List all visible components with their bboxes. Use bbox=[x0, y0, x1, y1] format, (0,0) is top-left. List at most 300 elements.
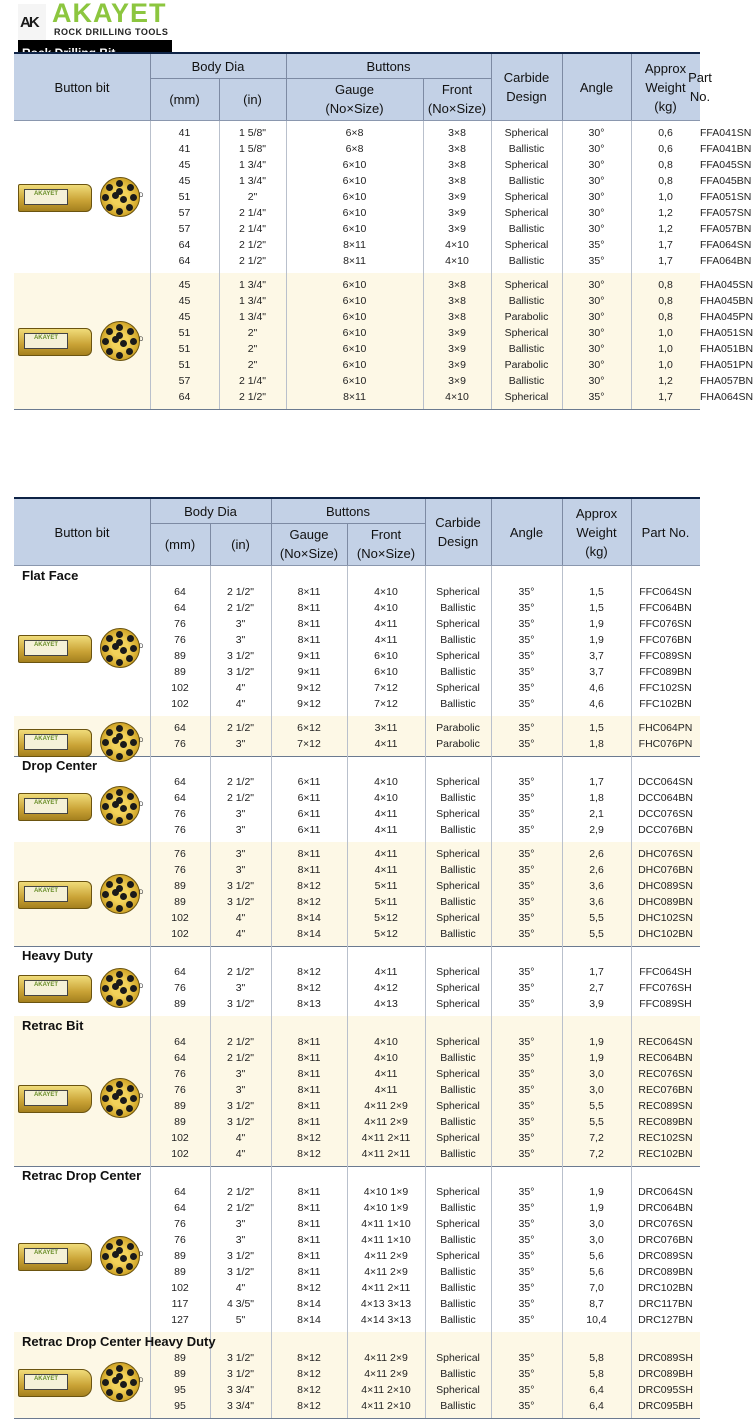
cell-weight: 1,5 bbox=[589, 586, 604, 598]
group-label: Retrac Bit bbox=[22, 1018, 84, 1033]
header-part-no: Part No. bbox=[641, 524, 690, 540]
cell-part-no: DRC076BN bbox=[638, 1234, 693, 1246]
cell-front: 4×11 2×9 bbox=[364, 1266, 408, 1278]
cell-gauge: 8×11 bbox=[343, 255, 366, 267]
cell-angle: 35° bbox=[518, 1282, 535, 1294]
cell-part-no: DRC095BH bbox=[638, 1400, 693, 1412]
cell-dia-mm: 64 bbox=[178, 255, 191, 267]
cell-angle: 35° bbox=[518, 586, 535, 598]
cell-gauge: 8×11 bbox=[297, 602, 321, 614]
cell-dia-mm: 76 bbox=[174, 1068, 186, 1080]
cell-front: 4×10 bbox=[374, 1036, 398, 1048]
cell-carbide-design: Ballistic bbox=[440, 1400, 476, 1412]
cell-front: 4×10 bbox=[374, 1052, 398, 1064]
cell-gauge: 6×10 bbox=[342, 223, 367, 235]
cell-carbide-design: Spherical bbox=[504, 191, 549, 203]
table-row bbox=[14, 926, 700, 942]
cell-dia-in: 2 1/4" bbox=[238, 223, 267, 235]
cell-angle: 35° bbox=[518, 808, 535, 820]
diameter-mark: D bbox=[139, 1094, 144, 1100]
cell-dia-in: 3" bbox=[235, 1084, 246, 1096]
cell-gauge: 6×10 bbox=[342, 359, 367, 371]
cell-dia-in: 3 1/2" bbox=[226, 1368, 255, 1380]
cell-dia-mm: 45 bbox=[178, 279, 191, 291]
cell-weight: 5,5 bbox=[589, 1100, 604, 1112]
cell-dia-in: 2 1/4" bbox=[238, 375, 267, 387]
cell-angle: 35° bbox=[518, 1384, 535, 1396]
cell-gauge: 8×12 bbox=[297, 1384, 321, 1396]
cell-dia-in: 2" bbox=[247, 343, 258, 355]
row-group bbox=[14, 1332, 700, 1419]
table-row bbox=[14, 822, 700, 838]
cell-angle: 35° bbox=[518, 1314, 535, 1326]
cell-angle: 30° bbox=[588, 175, 605, 187]
logo-mark: AK bbox=[18, 4, 46, 40]
cell-part-no: DCC064SN bbox=[638, 776, 693, 788]
bit-label: AKAYET bbox=[24, 640, 68, 656]
cell-carbide-design: Ballistic bbox=[440, 896, 476, 908]
cell-weight: 6,4 bbox=[589, 1384, 604, 1396]
cell-dia-in: 2 1/2" bbox=[226, 586, 255, 598]
cell-angle: 35° bbox=[518, 738, 535, 750]
cell-front: 4×11 bbox=[374, 634, 398, 646]
cell-weight: 1,0 bbox=[658, 343, 673, 355]
cell-dia-mm: 89 bbox=[174, 998, 186, 1010]
diameter-mark: D bbox=[139, 738, 144, 744]
cell-dia-in: 3 1/2" bbox=[226, 998, 255, 1010]
cell-carbide-design: Ballistic bbox=[440, 634, 476, 646]
cell-dia-mm: 41 bbox=[178, 127, 191, 139]
cell-part-no: FFC076SH bbox=[639, 982, 692, 994]
table-row bbox=[14, 1350, 700, 1366]
cell-weight: 1,7 bbox=[658, 255, 673, 267]
cell-gauge: 7×12 bbox=[297, 738, 321, 750]
table-row bbox=[14, 910, 700, 926]
table-row bbox=[14, 980, 700, 996]
diameter-mark: D bbox=[139, 1252, 144, 1258]
cell-dia-mm: 51 bbox=[178, 327, 191, 339]
cell-dia-in: 4" bbox=[235, 912, 246, 924]
cell-angle: 35° bbox=[518, 698, 535, 710]
cell-angle: 35° bbox=[518, 848, 535, 860]
cell-carbide-design: Spherical bbox=[436, 618, 480, 630]
cell-part-no: DRC089SN bbox=[638, 1250, 693, 1262]
brand-subtitle: ROCK DRILLING TOOLS bbox=[54, 27, 169, 37]
cell-part-no: DRC095SH bbox=[638, 1384, 693, 1396]
cell-carbide-design: Spherical bbox=[436, 1036, 480, 1048]
cell-gauge: 8×12 bbox=[297, 1368, 321, 1380]
cell-dia-mm: 102 bbox=[171, 682, 189, 694]
cell-carbide-design: Ballistic bbox=[508, 223, 545, 235]
cell-part-no: DRC102BN bbox=[638, 1282, 693, 1294]
cell-dia-mm: 76 bbox=[174, 848, 186, 860]
table-row bbox=[14, 696, 700, 712]
cell-weight: 0,8 bbox=[658, 175, 673, 187]
cell-front: 4×11 bbox=[374, 966, 398, 978]
header-button-bit: Button bit bbox=[54, 524, 110, 540]
cell-angle: 35° bbox=[518, 1400, 535, 1412]
table-row: 57 2 1/4" 6×10 3×9 Ballistic 30° 1,2 FFA057BN bbox=[14, 221, 700, 237]
table-row bbox=[14, 1382, 700, 1398]
cell-angle: 35° bbox=[518, 1132, 535, 1144]
cell-dia-in: 3 1/2" bbox=[226, 1100, 255, 1112]
cell-angle: 35° bbox=[588, 391, 605, 403]
group-label: Drop Center bbox=[22, 758, 98, 773]
cell-gauge: 6×8 bbox=[345, 143, 364, 155]
group-label: Retrac Drop Center bbox=[22, 1168, 142, 1183]
cell-dia-in: 4" bbox=[235, 1132, 246, 1144]
cell-dia-mm: 64 bbox=[174, 602, 186, 614]
cell-part-no: DHC076BN bbox=[638, 864, 693, 876]
table-row: 41 1 5/8" 6×8 3×8 Spherical 30° 0,6 FFA041SN bbox=[14, 125, 700, 141]
cell-carbide-design: Ballistic bbox=[440, 1368, 476, 1380]
cell-weight: 1,2 bbox=[658, 223, 673, 235]
cell-front: 4×10 1×9 bbox=[363, 1186, 409, 1198]
table-row bbox=[14, 1146, 700, 1162]
cell-carbide-design: Spherical bbox=[504, 207, 549, 219]
cell-carbide-design: Spherical bbox=[504, 127, 549, 139]
cell-gauge: 8×14 bbox=[297, 912, 321, 924]
cell-dia-in: 2" bbox=[247, 359, 258, 371]
cell-carbide-design: Ballistic bbox=[440, 864, 476, 876]
cell-part-no: REC102BN bbox=[638, 1148, 693, 1160]
cell-carbide-design: Parabolic bbox=[504, 359, 549, 371]
cell-gauge: 8×12 bbox=[297, 896, 321, 908]
cell-carbide-design: Ballistic bbox=[440, 824, 476, 836]
header-mm: (mm) bbox=[169, 91, 200, 107]
cell-part-no: FFC064BN bbox=[639, 602, 692, 614]
cell-carbide-design: Spherical bbox=[436, 912, 480, 924]
cell-dia-mm: 102 bbox=[171, 698, 189, 710]
cell-dia-mm: 64 bbox=[174, 792, 186, 804]
cell-gauge: 6×8 bbox=[345, 127, 364, 139]
cell-carbide-design: Spherical bbox=[436, 982, 480, 994]
diameter-mark: D bbox=[139, 1378, 144, 1384]
cell-weight: 0,8 bbox=[658, 311, 673, 323]
cell-dia-mm: 76 bbox=[174, 824, 186, 836]
cell-dia-in: 3 3/4" bbox=[226, 1384, 255, 1396]
cell-carbide-design: Spherical bbox=[436, 880, 480, 892]
table-row: 45 1 3/4" 6×10 3×8 Spherical 30° 0,8 FHA045SN bbox=[14, 277, 700, 293]
cell-gauge: 8×11 bbox=[297, 1116, 321, 1128]
cell-gauge: 8×11 bbox=[343, 391, 366, 403]
cell-part-no: FFC102SN bbox=[639, 682, 692, 694]
cell-dia-in: 2 1/2" bbox=[226, 776, 255, 788]
cell-weight: 0,8 bbox=[658, 159, 673, 171]
cell-gauge: 8×11 bbox=[297, 1186, 321, 1198]
cell-dia-mm: 89 bbox=[174, 896, 186, 908]
cell-front: 4×12 bbox=[374, 982, 398, 994]
cell-gauge: 9×11 bbox=[297, 666, 321, 678]
bit-label: AKAYET bbox=[24, 980, 68, 996]
cell-carbide-design: Ballistic bbox=[508, 375, 545, 387]
cell-weight: 1,0 bbox=[658, 191, 673, 203]
cell-dia-in: 3 1/2" bbox=[226, 880, 255, 892]
cell-weight: 3,7 bbox=[589, 650, 604, 662]
cell-dia-in: 2 1/2" bbox=[226, 792, 255, 804]
cell-weight: 2,7 bbox=[589, 982, 604, 994]
cell-angle: 35° bbox=[518, 912, 535, 924]
cell-dia-mm: 89 bbox=[174, 1250, 186, 1262]
cell-weight: 1,2 bbox=[658, 207, 673, 219]
cell-dia-mm: 51 bbox=[178, 343, 191, 355]
cell-dia-in: 4" bbox=[235, 698, 246, 710]
cell-angle: 35° bbox=[518, 1250, 535, 1262]
table-row bbox=[14, 648, 700, 664]
cell-gauge: 8×12 bbox=[297, 1148, 321, 1160]
cell-angle: 30° bbox=[588, 311, 605, 323]
table-row bbox=[14, 862, 700, 878]
cell-gauge: 6×11 bbox=[297, 808, 321, 820]
cell-front: 4×10 1×9 bbox=[363, 1202, 409, 1214]
table-row: 51 2" 6×10 3×9 Parabolic 30° 1,0 FHA051PN bbox=[14, 357, 700, 373]
cell-carbide-design: Ballistic bbox=[440, 1148, 476, 1160]
cell-gauge: 6×10 bbox=[342, 207, 367, 219]
cell-part-no: DHC102BN bbox=[638, 928, 693, 940]
cell-carbide-design: Ballistic bbox=[440, 792, 476, 804]
cell-carbide-design: Ballistic bbox=[440, 1314, 476, 1326]
row-group bbox=[14, 842, 700, 947]
cell-weight: 5,6 bbox=[589, 1250, 604, 1262]
table-row bbox=[14, 616, 700, 632]
cell-angle: 35° bbox=[518, 864, 535, 876]
cell-gauge: 8×11 bbox=[297, 1202, 321, 1214]
cell-carbide-design: Ballistic bbox=[508, 175, 545, 187]
cell-front: 4×10 bbox=[374, 602, 398, 614]
cell-front: 5×11 bbox=[374, 880, 398, 892]
cell-gauge: 8×11 bbox=[297, 1036, 321, 1048]
table-row bbox=[14, 1200, 700, 1216]
cell-dia-mm: 102 bbox=[171, 912, 189, 924]
cell-dia-mm: 64 bbox=[178, 391, 191, 403]
cell-part-no: DHC089BN bbox=[638, 896, 693, 908]
cell-angle: 35° bbox=[518, 1298, 535, 1310]
table-row bbox=[14, 964, 700, 980]
cell-carbide-design: Ballistic bbox=[508, 255, 545, 267]
cell-gauge: 6×10 bbox=[342, 279, 367, 291]
cell-dia-in: 3" bbox=[235, 982, 246, 994]
cell-angle: 35° bbox=[518, 776, 535, 788]
cell-dia-mm: 57 bbox=[178, 223, 191, 235]
cell-weight: 3,6 bbox=[589, 896, 604, 908]
header-angle: Angle bbox=[509, 524, 544, 540]
cell-dia-mm: 57 bbox=[178, 207, 191, 219]
brand-name: AKAYET bbox=[52, 0, 167, 28]
cell-dia-in: 1 3/4" bbox=[238, 311, 267, 323]
cell-front: 3×8 bbox=[448, 143, 466, 155]
cell-gauge: 8×12 bbox=[297, 1352, 321, 1364]
cell-front: 4×11 2×11 bbox=[361, 1282, 411, 1294]
cell-weight: 1,9 bbox=[589, 1186, 604, 1198]
cell-dia-mm: 76 bbox=[174, 1084, 186, 1096]
cell-gauge: 6×11 bbox=[297, 792, 321, 804]
cell-dia-mm: 57 bbox=[178, 375, 191, 387]
cell-front: 7×12 bbox=[374, 698, 398, 710]
cell-front: 4×11 2×9 bbox=[364, 1368, 408, 1380]
cell-part-no: DHC102SN bbox=[638, 912, 693, 924]
cell-gauge: 6×10 bbox=[342, 343, 367, 355]
cell-front: 4×13 bbox=[374, 998, 398, 1010]
table-row: 45 1 3/4" 6×10 3×8 Parabolic 30° 0,8 FHA045PN bbox=[14, 309, 700, 325]
cell-angle: 30° bbox=[588, 279, 605, 291]
cell-gauge: 6×10 bbox=[342, 175, 367, 187]
cell-angle: 35° bbox=[518, 634, 535, 646]
cell-dia-mm: 89 bbox=[174, 1368, 186, 1380]
cell-part-no: FHC076PN bbox=[638, 738, 693, 750]
cell-gauge: 8×11 bbox=[297, 1068, 321, 1080]
cell-front: 5×12 bbox=[374, 912, 398, 924]
cell-dia-in: 3" bbox=[235, 848, 246, 860]
cell-gauge: 6×10 bbox=[342, 191, 367, 203]
cell-gauge: 6×10 bbox=[342, 159, 367, 171]
cell-carbide-design: Parabolic bbox=[504, 311, 549, 323]
cell-dia-mm: 95 bbox=[174, 1384, 186, 1396]
cell-dia-mm: 89 bbox=[174, 1266, 186, 1278]
cell-dia-mm: 64 bbox=[174, 722, 186, 734]
cell-dia-mm: 117 bbox=[171, 1298, 189, 1310]
row-group bbox=[14, 1016, 700, 1167]
cell-dia-in: 4" bbox=[235, 1148, 246, 1160]
table-row bbox=[14, 1312, 700, 1328]
cell-gauge: 6×10 bbox=[342, 311, 367, 323]
cell-part-no: DRC064BN bbox=[638, 1202, 693, 1214]
cell-weight: 5,5 bbox=[589, 1116, 604, 1128]
cell-part-no: DRC076SN bbox=[638, 1218, 693, 1230]
diameter-mark: D bbox=[139, 193, 144, 199]
cell-front: 4×11 bbox=[374, 618, 398, 630]
cell-weight: 3,6 bbox=[589, 880, 604, 892]
cell-angle: 35° bbox=[518, 1052, 535, 1064]
cell-angle: 30° bbox=[588, 223, 605, 235]
cell-weight: 1,9 bbox=[589, 1052, 604, 1064]
cell-part-no: DHC076SN bbox=[638, 848, 693, 860]
cell-angle: 35° bbox=[518, 1116, 535, 1128]
cell-angle: 30° bbox=[588, 143, 605, 155]
cell-dia-in: 3 1/2" bbox=[226, 896, 255, 908]
cell-gauge: 8×12 bbox=[297, 966, 321, 978]
cell-front: 4×11 bbox=[374, 808, 398, 820]
cell-gauge: 8×12 bbox=[297, 1132, 321, 1144]
cell-weight: 1,5 bbox=[589, 722, 604, 734]
cell-dia-mm: 89 bbox=[174, 650, 186, 662]
cell-weight: 4,6 bbox=[589, 682, 604, 694]
cell-gauge: 8×11 bbox=[297, 1234, 321, 1246]
cell-gauge: 6×12 bbox=[297, 722, 321, 734]
cell-dia-mm: 64 bbox=[174, 586, 186, 598]
bit-label: AKAYET bbox=[24, 798, 68, 814]
cell-dia-mm: 64 bbox=[174, 776, 186, 788]
row-group bbox=[14, 756, 700, 843]
cell-carbide-design: Ballistic bbox=[440, 928, 476, 940]
cell-dia-mm: 45 bbox=[178, 159, 191, 171]
table-row bbox=[14, 1066, 700, 1082]
cell-dia-in: 2 1/2" bbox=[226, 722, 255, 734]
cell-front: 6×10 bbox=[374, 650, 398, 662]
cell-angle: 35° bbox=[518, 722, 535, 734]
cell-dia-in: 1 5/8" bbox=[238, 143, 267, 155]
cell-carbide-design: Spherical bbox=[436, 1218, 480, 1230]
cell-carbide-design: Spherical bbox=[504, 159, 549, 171]
cell-front: 4×10 bbox=[374, 792, 398, 804]
cell-dia-in: 4" bbox=[235, 1282, 246, 1294]
cell-angle: 35° bbox=[518, 602, 535, 614]
cell-front: 3×11 bbox=[374, 722, 398, 734]
cell-dia-mm: 89 bbox=[174, 666, 186, 678]
cell-angle: 30° bbox=[588, 191, 605, 203]
header-carbide-design: Carbide Design bbox=[435, 515, 481, 549]
cell-angle: 35° bbox=[518, 880, 535, 892]
cell-dia-in: 4" bbox=[235, 682, 246, 694]
cell-front: 4×13 3×13 bbox=[360, 1298, 412, 1310]
table-row: 57 2 1/4" 6×10 3×9 Ballistic 30° 1,2 FHA057BN bbox=[14, 373, 700, 389]
cell-gauge: 8×11 bbox=[297, 618, 321, 630]
table-row bbox=[14, 996, 700, 1012]
cell-dia-in: 4 3/5" bbox=[226, 1298, 255, 1310]
cell-weight: 3,0 bbox=[589, 1068, 604, 1080]
cell-weight: 5,8 bbox=[589, 1368, 604, 1380]
cell-weight: 1,9 bbox=[589, 1036, 604, 1048]
cell-angle: 35° bbox=[518, 792, 535, 804]
cell-gauge: 6×10 bbox=[342, 327, 367, 339]
cell-angle: 35° bbox=[518, 982, 535, 994]
cell-front: 4×11 2×10 bbox=[361, 1400, 411, 1412]
cell-weight: 5,6 bbox=[589, 1266, 604, 1278]
cell-dia-in: 3" bbox=[235, 634, 246, 646]
cell-dia-in: 3 3/4" bbox=[226, 1400, 255, 1412]
cell-angle: 35° bbox=[588, 239, 605, 251]
cell-carbide-design: Spherical bbox=[436, 848, 480, 860]
cell-dia-mm: 89 bbox=[174, 1116, 186, 1128]
cell-weight: 7,2 bbox=[589, 1132, 604, 1144]
cell-weight: 3,9 bbox=[589, 998, 604, 1010]
table-row: 45 1 3/4" 6×10 3×8 Ballistic 30° 0,8 FHA045BN bbox=[14, 293, 700, 309]
cell-carbide-design: Spherical bbox=[436, 808, 480, 820]
header-gauge: Gauge (No×Size) bbox=[325, 82, 384, 116]
cell-weight: 1,2 bbox=[658, 375, 673, 387]
cell-dia-mm: 45 bbox=[178, 175, 191, 187]
cell-front: 3×9 bbox=[448, 359, 466, 371]
cell-dia-in: 3 1/2" bbox=[226, 666, 255, 678]
cell-dia-mm: 76 bbox=[174, 808, 186, 820]
table-row: 64 2 1/2" 8×11 4×10 Spherical 35° 1,7 FFA064SN bbox=[14, 237, 700, 253]
cell-carbide-design: Ballistic bbox=[508, 143, 545, 155]
cell-weight: 5,5 bbox=[589, 912, 604, 924]
cell-weight: 1,8 bbox=[589, 738, 604, 750]
cell-part-no: FFC064SN bbox=[639, 586, 692, 598]
cell-weight: 0,6 bbox=[658, 143, 673, 155]
group-label: Heavy Duty bbox=[22, 948, 93, 963]
table-row bbox=[14, 1216, 700, 1232]
cell-dia-mm: 102 bbox=[171, 1132, 189, 1144]
row-group bbox=[14, 273, 753, 410]
cell-part-no: DRC064SN bbox=[638, 1186, 693, 1198]
cell-weight: 5,8 bbox=[589, 1352, 604, 1364]
cell-weight: 2,6 bbox=[589, 848, 604, 860]
table-row bbox=[14, 664, 700, 680]
row-group bbox=[14, 566, 700, 717]
cell-dia-mm: 64 bbox=[174, 966, 186, 978]
cell-gauge: 8×11 bbox=[297, 1250, 321, 1262]
cell-weight: 2,6 bbox=[589, 864, 604, 876]
cell-front: 4×11 bbox=[374, 1084, 398, 1096]
cell-gauge: 8×11 bbox=[297, 1100, 321, 1112]
cell-dia-mm: 45 bbox=[178, 295, 191, 307]
row-group bbox=[14, 121, 752, 274]
cell-gauge: 8×12 bbox=[297, 880, 321, 892]
cell-front: 4×11 2×9 bbox=[364, 1352, 408, 1364]
bit-label: AKAYET bbox=[24, 1090, 68, 1106]
cell-angle: 30° bbox=[588, 159, 605, 171]
